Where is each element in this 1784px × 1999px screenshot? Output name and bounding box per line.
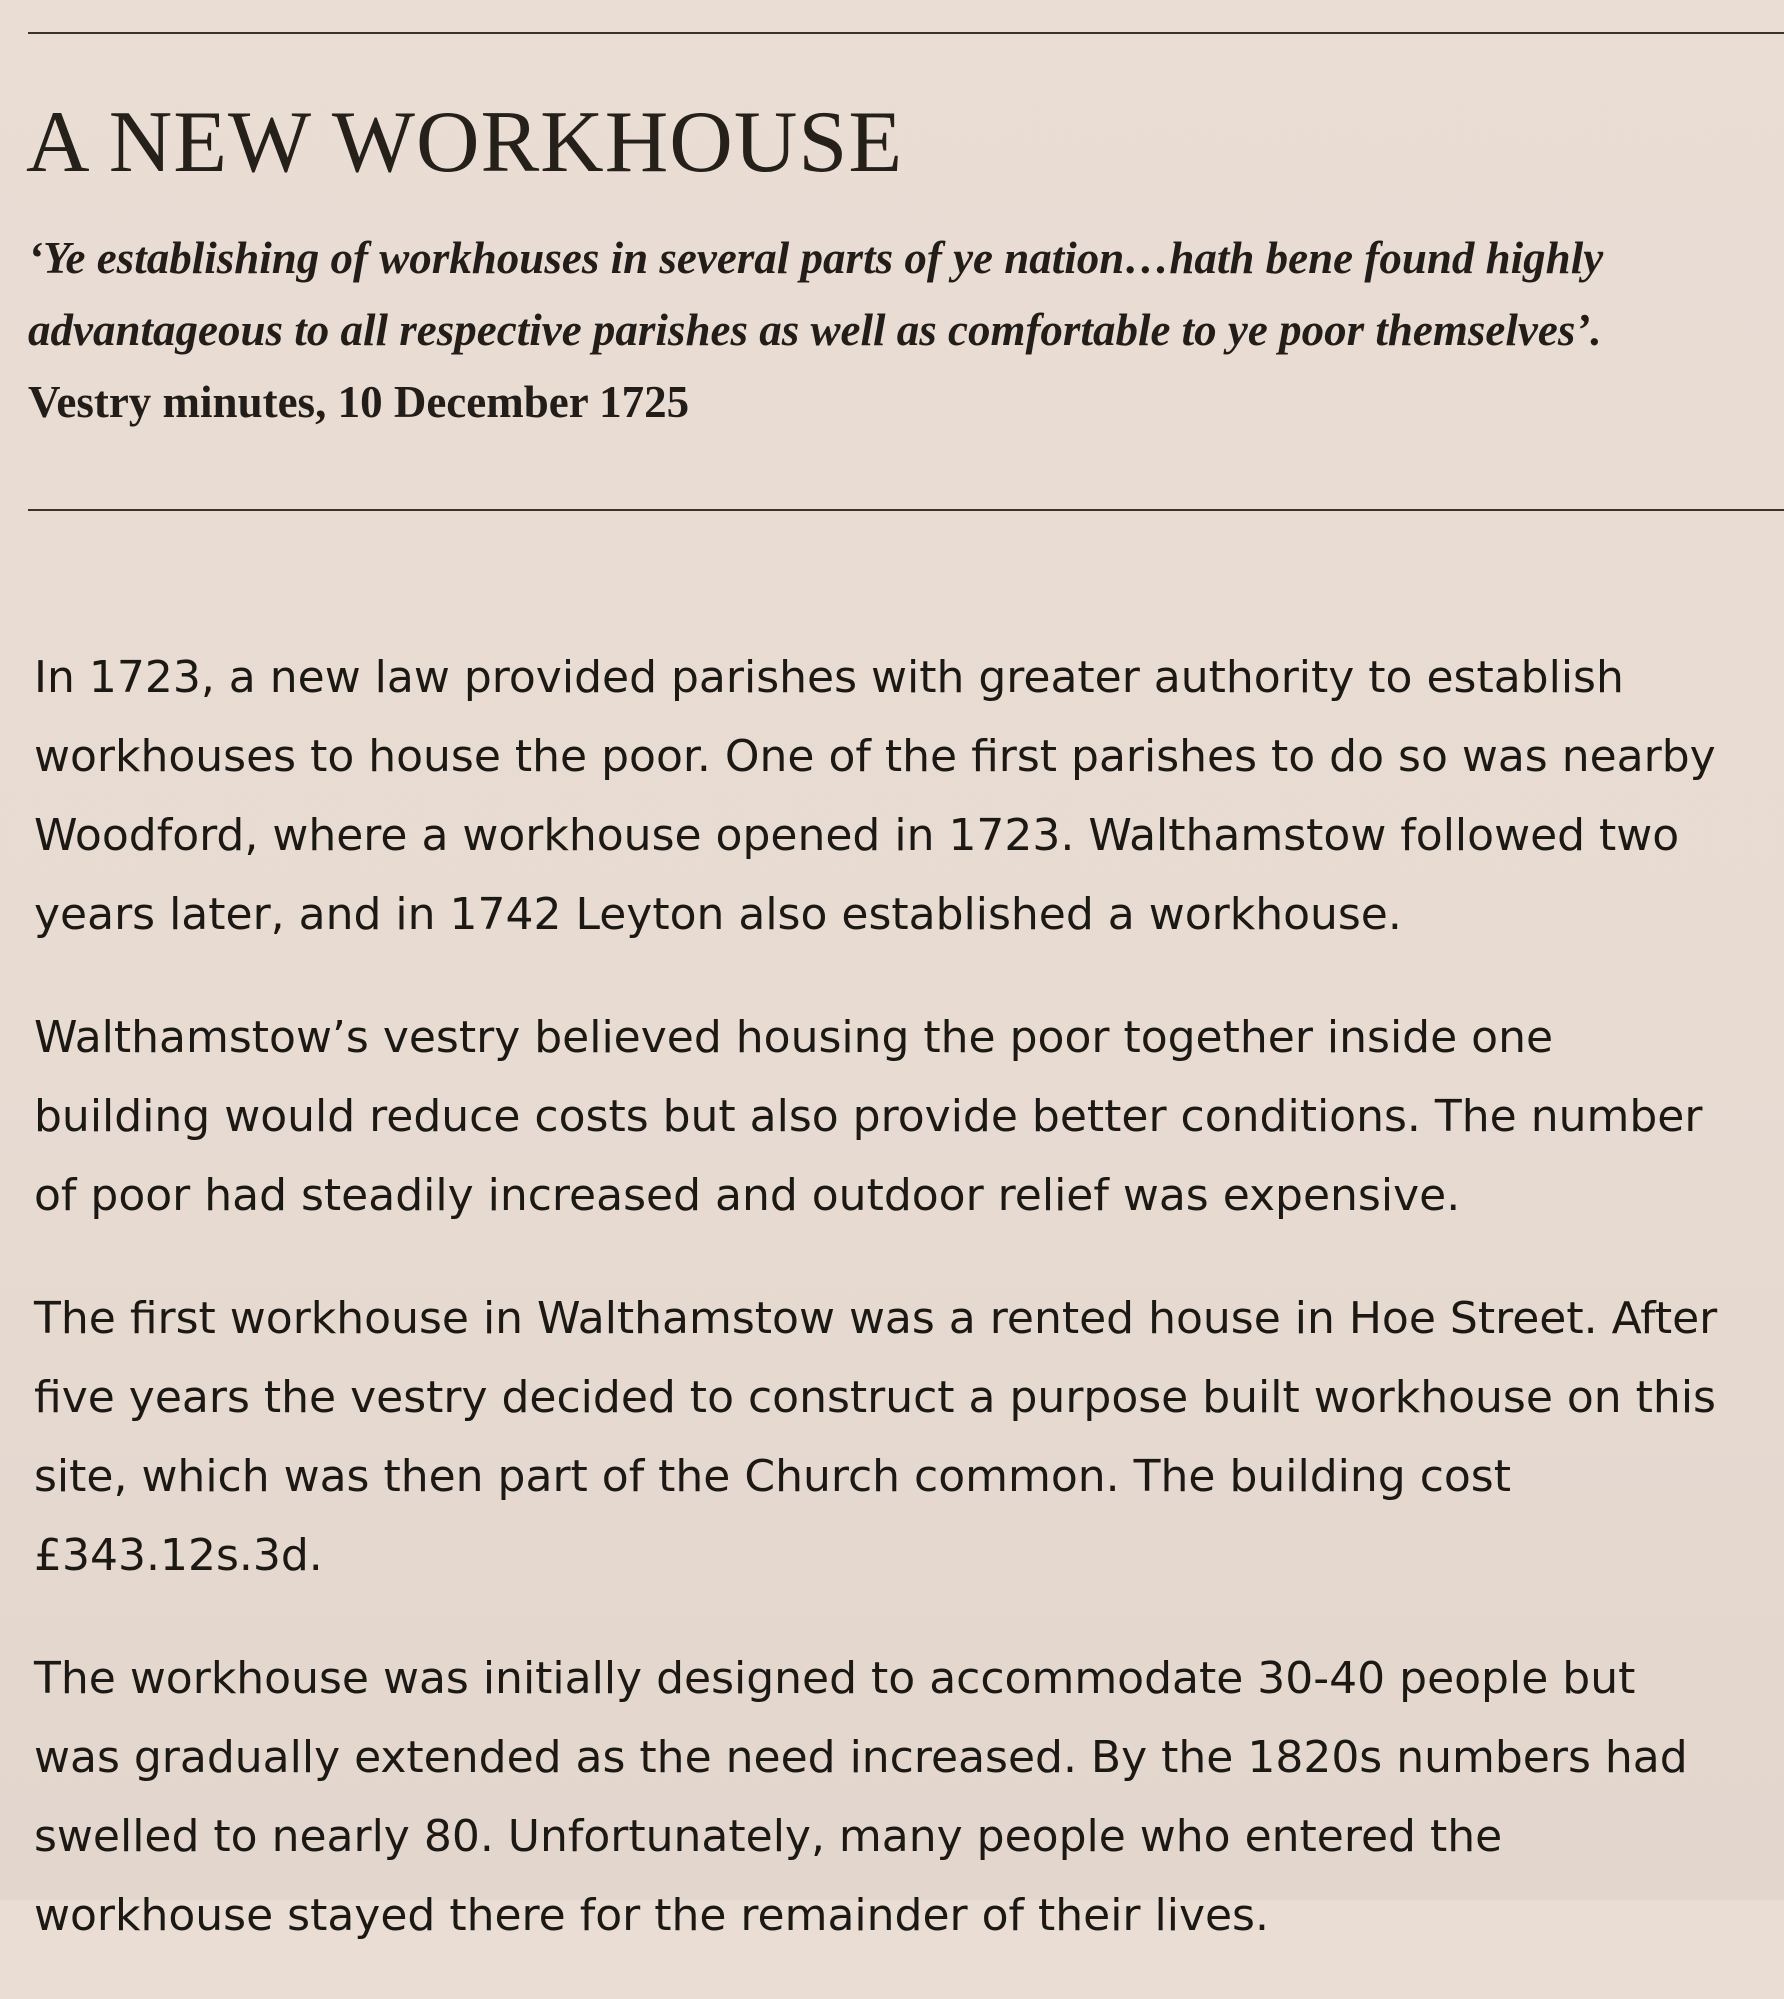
- paragraph-4: The workhouse was initially designed to accommodate 30-40 people but was gradually extended as the need increased. By the 1820s numbers had swelled to nearly 80. Unfortunately, many people who entered the workhouse stayed there for the remainder of their lives.: [34, 1653, 1688, 1941]
- paragraph-1: In 1723, a new law provided parishes with greater authority to establish workhouses to house the poor. One of the first parishes to do so was nearby Woodford, where a workhouse opened in 1723. Walthamstow followed two years later, and in 1742 Leyton also established a workhouse.: [34, 652, 1716, 940]
- quote-source: Vestry minutes, 10 December 1725: [28, 377, 690, 427]
- quotation: [28, 222, 1728, 438]
- quote-text: ‘Ye establishing of workhouses in several parts of ye nation…hath bene found highly advantageous to all respective parishes as well as comfortable to ye poor themselves’.: [28, 233, 1604, 355]
- middle-divider: [28, 509, 1784, 511]
- paragraph-3: The first workhouse in Walthamstow was a rented house in Hoe Street. After five years the vestry decided to construct a purpose built workhouse on this site, which was then part of the Church common. The building cost £343.12s.3d.: [34, 1293, 1718, 1581]
- top-divider: [28, 32, 1784, 34]
- body-text: [34, 638, 1734, 1999]
- paragraph-2: Walthamstow’s vestry believed housing the poor together inside one building would reduce costs but also provide better conditions. The number of poor had steadily increased and outdoor relief was expensive.: [34, 1012, 1703, 1221]
- panel-title: A NEW WORKHOUSE: [26, 94, 904, 191]
